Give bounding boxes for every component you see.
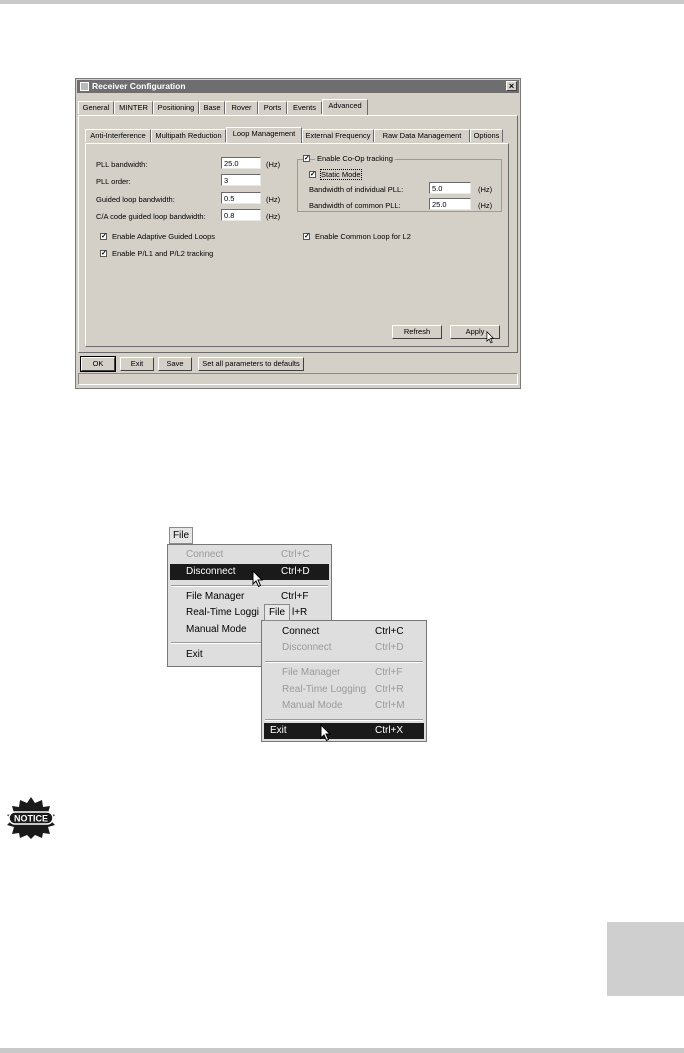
menu1-item-disconnect[interactable]: Disconnect Ctrl+D	[170, 564, 329, 580]
menu-separator	[265, 719, 423, 721]
file-menu-2	[261, 620, 427, 742]
menu2-item-connect[interactable]: Connect Ctrl+C	[282, 626, 404, 637]
tab-minter[interactable]: MINTER	[114, 101, 153, 114]
page-bottom-rule	[0, 1048, 684, 1053]
menu-separator	[265, 661, 423, 663]
menu2-item-manual-mode[interactable]: Manual Mode Ctrl+M	[282, 700, 405, 711]
loop-management-panel	[85, 143, 509, 347]
save-button[interactable]: Save	[158, 357, 192, 371]
top-tab-bar	[78, 101, 518, 115]
status-bar	[78, 373, 518, 385]
common-loop-l2-label: Enable Common Loop for L2	[315, 232, 411, 241]
set-defaults-button[interactable]: Set all parameters to defaults	[198, 357, 304, 371]
individual-pll-label: Bandwidth of individual PLL:	[309, 185, 404, 194]
app-icon	[80, 82, 89, 91]
refresh-button[interactable]: Refresh	[392, 325, 442, 339]
adaptive-guided-checkbox[interactable]: ✓	[101, 233, 107, 240]
menu1-item-file-manager[interactable]: File Manager Ctrl+F	[186, 591, 309, 602]
menu2-item-exit[interactable]: Exit Ctrl+X	[264, 723, 424, 739]
tab-positioning[interactable]: Positioning	[153, 101, 199, 114]
common-pll-input[interactable]: 25.0	[429, 198, 471, 210]
individual-pll-unit: (Hz)	[478, 185, 493, 194]
menu1-item-manual-mode[interactable]: Manual Mode	[186, 624, 247, 635]
notice-label: NOTICE	[13, 813, 49, 824]
file-menu-title-1[interactable]: File	[169, 527, 193, 544]
close-button[interactable]: ×	[506, 81, 517, 91]
mouse-cursor-icon	[486, 331, 495, 344]
individual-pll-input[interactable]: 5.0	[429, 182, 471, 194]
dialog-titlebar	[77, 80, 519, 93]
menu1-item-exit[interactable]: Exit	[186, 649, 203, 660]
pll-bandwidth-input[interactable]: 25.0	[221, 157, 261, 169]
tab-rover[interactable]: Rover	[225, 101, 258, 114]
advanced-panel	[78, 115, 518, 353]
pll-order-label: PLL order:	[96, 177, 131, 186]
tab-general[interactable]: General	[78, 101, 114, 114]
mouse-cursor-icon	[252, 570, 264, 588]
pl1-pl2-label: Enable P/L1 and P/L2 tracking	[112, 249, 214, 258]
notice-icon	[2, 795, 60, 839]
common-pll-unit: (Hz)	[478, 201, 493, 210]
menu1-item-connect[interactable]: Connect Ctrl+C	[186, 549, 310, 560]
sub-tab-bar	[85, 129, 509, 143]
ca-code-bandwidth-label: C/A code guided loop bandwidth:	[96, 212, 206, 221]
apply-button[interactable]: Apply	[450, 325, 500, 339]
tab-advanced[interactable]: Advanced	[322, 99, 368, 115]
co-op-tracking-label: Enable Co-Op tracking	[317, 154, 393, 163]
static-mode-label: Static Mode	[321, 170, 361, 179]
pll-bandwidth-unit: (Hz)	[266, 160, 281, 169]
tab-events[interactable]: Events	[287, 101, 322, 114]
menu2-item-real-time-logging[interactable]: Real-Time Logging Ctrl+R	[282, 684, 404, 695]
receiver-configuration-dialog	[75, 78, 521, 389]
ok-button[interactable]: OK	[81, 357, 115, 371]
common-loop-l2-checkbox[interactable]: ✓	[304, 233, 310, 240]
dialog-title: Receiver Configuration	[92, 81, 186, 91]
guided-loop-bandwidth-input[interactable]: 0.5	[221, 192, 261, 204]
co-op-tracking-checkbox[interactable]: ✓	[304, 155, 310, 162]
mouse-cursor-icon	[320, 724, 332, 742]
tab-anti-interference[interactable]: Anti-Interference	[85, 129, 151, 142]
page-side-tab	[607, 922, 684, 996]
adaptive-guided-label: Enable Adaptive Guided Loops	[112, 232, 215, 241]
tab-base[interactable]: Base	[199, 101, 225, 114]
page-top-rule	[0, 0, 684, 4]
tab-options[interactable]: Options	[470, 129, 503, 142]
pl1-pl2-checkbox[interactable]: ✓	[101, 250, 107, 257]
guided-loop-bandwidth-unit: (Hz)	[266, 195, 281, 204]
common-pll-label: Bandwidth of common PLL:	[309, 201, 401, 210]
menu2-item-file-manager[interactable]: File Manager Ctrl+F	[282, 667, 403, 678]
guided-loop-bandwidth-label: Guided loop bandwidth:	[96, 195, 175, 204]
tab-external-frequency[interactable]: External Frequency	[302, 129, 374, 142]
menu2-item-disconnect[interactable]: Disconnect Ctrl+D	[282, 642, 404, 653]
tab-multipath-reduction[interactable]: Multipath Reduction	[151, 129, 226, 142]
menu1-item-real-time-logging[interactable]: Real-Time Loggi l+R	[186, 607, 308, 618]
tab-raw-data-management[interactable]: Raw Data Management	[374, 129, 470, 142]
file-menu-title-2[interactable]: File	[264, 604, 290, 621]
menu-separator	[171, 585, 328, 587]
pll-bandwidth-label: PLL bandwidth:	[96, 160, 148, 169]
tab-loop-management[interactable]: Loop Management	[226, 127, 302, 143]
tab-ports[interactable]: Ports	[258, 101, 287, 114]
exit-button[interactable]: Exit	[120, 357, 154, 371]
ca-code-bandwidth-unit: (Hz)	[266, 212, 281, 221]
static-mode-checkbox[interactable]: ✓	[310, 171, 316, 178]
pll-order-input[interactable]: 3	[221, 174, 261, 186]
ca-code-bandwidth-input[interactable]: 0.8	[221, 209, 261, 221]
